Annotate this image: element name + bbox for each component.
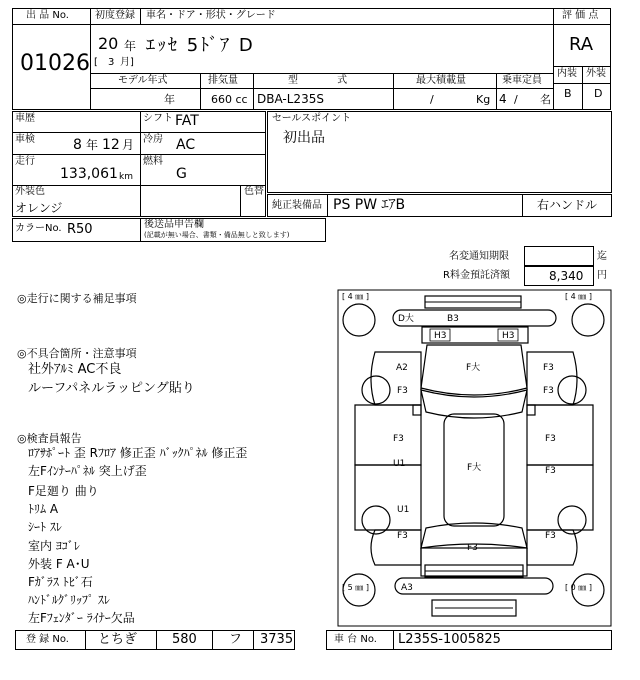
fuel-value: G [176, 166, 187, 182]
capacity-unit: 名 [540, 93, 551, 106]
name-change-unit: 迄 [597, 251, 607, 262]
interior-score: B [564, 87, 572, 100]
inspector-heading: ◎検査員報告 [17, 432, 82, 445]
color-value: オレンジ [15, 201, 63, 215]
car-name-label: 車名・ドア・形状・グレード [146, 10, 276, 21]
displacement: 660 cc [211, 93, 248, 106]
registration-label: 登 録 No. [26, 634, 69, 645]
interior-label: 内装 [557, 68, 577, 79]
capacity-separator: / [514, 93, 518, 106]
damage-mark: F3 [545, 434, 556, 444]
damage-mark: A2 [396, 363, 408, 373]
capacity: 4 [499, 92, 507, 106]
registration-number: 3735 [260, 632, 294, 647]
tire-depth-front-right: [ 4 ㎜ ] [565, 292, 592, 301]
damage-mark: F3 [543, 386, 554, 396]
color-no: R50 [67, 222, 93, 237]
model-code: DBA-L235S [257, 92, 324, 106]
registration-kana: フ [229, 632, 243, 647]
reg-month-close: 月] [120, 57, 134, 68]
reg-year: 20 [98, 34, 119, 53]
inspection-year: 8 [73, 137, 82, 153]
inspector-line: ﾄﾘﾑ A [28, 502, 59, 516]
color-label: 外装色 [15, 186, 45, 197]
ac-label: 冷房 [143, 134, 163, 145]
steering-side: 右ハンドル [537, 198, 598, 212]
mileage-unit: km [119, 172, 133, 182]
exterior-label: 外装 [586, 68, 606, 79]
wheel-front-left [343, 304, 375, 336]
inspector-line: 左Fﾌｪﾝﾀﾞｰ ﾗｲﾅｰ欠品 [28, 611, 135, 625]
damage-mark: U1 [393, 459, 406, 469]
color-change-label: 色替 [244, 186, 264, 197]
damage-mark: D大 [398, 314, 414, 324]
recycle-unit: 円 [597, 270, 607, 281]
name-change-label: 名変通知期限 [449, 251, 509, 262]
tire-depth-front-left: [ 4 ㎜ ] [342, 292, 369, 301]
damage-mark: F3 [393, 434, 404, 444]
inspector-line: Fｶﾞﾗｽ ﾄﾋﾞ石 [28, 575, 93, 589]
damage-mark: F3 [397, 531, 408, 541]
load-separator: / [430, 93, 434, 106]
model-year-unit: 年 [164, 93, 175, 106]
damage-mark: F3 [545, 531, 556, 541]
exterior-score: D [594, 87, 603, 100]
chassis-number: L235S-1005825 [398, 632, 501, 647]
lot-label: 出 品 No. [26, 10, 69, 21]
recycle-amount: 8,340 [549, 269, 584, 283]
inspection-year-unit: 年 [86, 138, 99, 152]
inspector-line: 左Fｲﾝﾅｰﾊﾟﾈﾙ 突上げ歪 [28, 464, 147, 478]
ac-value: AC [176, 137, 196, 153]
reg-month: 3 [108, 57, 115, 68]
fuel-label: 燃料 [143, 156, 163, 167]
inspector-line: ﾛｱｻﾎﾟｰﾄ 歪 Rﾌﾛｱ 修正歪 ﾊﾞｯｸﾊﾟﾈﾙ 修正歪 [28, 446, 248, 460]
driving-notes-heading: ◎走行に関する補足事項 [17, 292, 137, 305]
shift-label: シフト [143, 113, 173, 124]
tire-depth-rear-left: [ 5 ㎜ ] [342, 583, 369, 592]
inspector-line: 室内 ﾖｺﾞﾚ [28, 539, 80, 553]
car-name: ｴｯｾ 5ﾄﾞｱ D [146, 35, 255, 56]
mileage: 133,061 [60, 166, 118, 182]
damage-mark: F3 [543, 363, 554, 373]
lot-number: 01026 [20, 51, 90, 76]
equipment-label: 純正装備品 [272, 200, 322, 211]
damage-mark: F大 [467, 463, 482, 473]
equipment-value: PS PW ｴｱB [333, 197, 406, 213]
registration-region: とちぎ [98, 632, 138, 647]
rear-bumper [395, 578, 553, 594]
recycle-label: R料金預託済額 [443, 270, 510, 281]
load-unit: Kg [476, 93, 491, 106]
first-reg-label: 初度登録 [95, 10, 135, 21]
model-type-label: 型 式 [288, 75, 366, 86]
inspection-month: 12 [102, 137, 120, 153]
damage-mark: B3 [447, 314, 459, 324]
inspector-line: ｼｰﾄ ｽﾚ [28, 520, 62, 534]
color-no-label: カラーNo. [15, 223, 62, 234]
inspection-label: 車検 [15, 134, 35, 145]
mileage-label: 走行 [15, 156, 35, 167]
tire-depth-rear-right: [ 0 ㎜ ] [565, 583, 592, 592]
wheel-front-right [572, 304, 604, 336]
damage-mark: F3 [545, 466, 556, 476]
model-year-label: モデル年式 [118, 75, 168, 86]
damage-mark: U1 [397, 505, 410, 515]
reg-year-unit: 年 [124, 39, 137, 53]
registration-class: 580 [172, 632, 197, 647]
defect-line: 社外ｱﾙﾐ AC不良 [28, 362, 122, 377]
history-label: 車歴 [15, 113, 35, 124]
sales-point-label: セールスポイント [272, 113, 352, 124]
capacity-label: 乗車定員 [502, 75, 542, 86]
shift-value: FAT [175, 113, 199, 129]
displacement-label: 排気量 [208, 75, 238, 86]
score-label: 評 価 点 [562, 10, 599, 21]
defect-heading: ◎不具合箇所・注意事項 [17, 347, 137, 360]
damage-mark: H3 [502, 331, 515, 341]
damage-mark: A3 [401, 583, 413, 593]
aftermarket-note: (記載が無い場合、書類・備品無しと致します) [144, 231, 290, 239]
inspection-month-unit: 月 [122, 138, 135, 152]
defect-line: ルーフパネルラッピング貼り [28, 381, 195, 396]
sales-point: 初出品 [283, 130, 325, 146]
aftermarket-label: 後送品申告欄 [144, 219, 204, 230]
damage-mark: F3 [397, 386, 408, 396]
inspector-line: ﾊﾝﾄﾞﾙｸﾞﾘｯﾌﾟ ｽﾚ [28, 593, 110, 607]
reg-month-open: [ [94, 57, 98, 68]
overall-score: RA [569, 34, 594, 55]
damage-mark: H3 [434, 331, 447, 341]
max-load-label: 最大積載量 [416, 75, 466, 86]
chassis-label: 車 台 No. [334, 634, 377, 645]
inspector-line: F足廻り 曲り [28, 484, 99, 498]
damage-mark: F大 [466, 363, 481, 373]
inspector-line: 外装 F A･U [28, 557, 90, 571]
damage-mark: F3 [467, 543, 478, 553]
front-bumper [393, 310, 556, 326]
